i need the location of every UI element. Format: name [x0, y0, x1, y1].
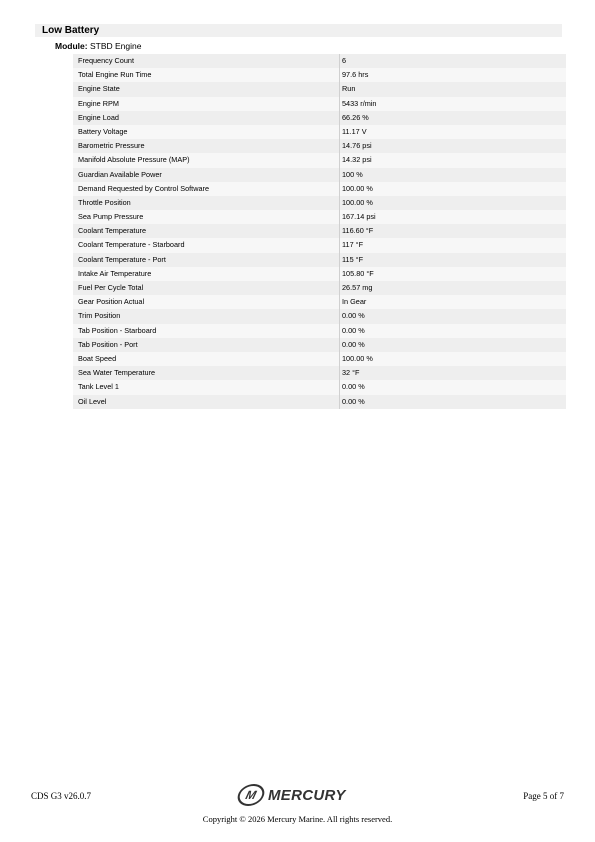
table-row [73, 267, 566, 281]
column-divider [339, 111, 340, 125]
parameter-value: 105.80 °F [342, 268, 374, 278]
table-row [73, 338, 566, 352]
parameter-value: 100.00 % [342, 183, 373, 193]
column-divider [339, 210, 340, 224]
parameter-label: Coolant Temperature - Starboard [78, 240, 185, 250]
column-divider [339, 54, 340, 68]
logo-wordmark: MERCURY [268, 786, 346, 804]
parameter-label: Coolant Temperature [78, 226, 147, 236]
parameter-value: 116.60 °F [342, 226, 374, 236]
column-divider [339, 295, 340, 309]
table-row [73, 224, 566, 238]
table-row [73, 281, 566, 295]
table-row [73, 125, 566, 139]
parameter-label: Barometric Pressure [78, 141, 145, 151]
column-divider [339, 352, 340, 366]
parameter-label: Sea Water Temperature [78, 368, 156, 378]
parameter-label: Throttle Position [78, 197, 131, 207]
parameter-label: Trim Position [78, 311, 121, 321]
column-divider [339, 366, 340, 380]
copyright-notice: Copyright © 2026 Mercury Marine. All rights reserved. [202, 814, 393, 824]
column-divider [339, 153, 340, 167]
column-divider [339, 139, 340, 153]
parameter-label: Fuel Per Cycle Total [78, 283, 144, 292]
table-row [73, 82, 566, 96]
table-row [73, 168, 566, 182]
column-divider [339, 395, 340, 409]
parameter-label: Total Engine Run Time [78, 70, 152, 80]
parameter-value: 167.14 psi [342, 212, 376, 222]
table-row [73, 395, 566, 409]
parameter-label: Tab Position - Port [78, 339, 138, 349]
mercury-logo [238, 783, 346, 807]
parameter-value: 14.76 psi [342, 141, 372, 151]
module-line [55, 41, 141, 52]
table-row [73, 54, 566, 68]
column-divider [339, 168, 340, 182]
parameter-label: Sea Pump Pressure [78, 212, 144, 222]
table-row [73, 295, 566, 309]
table-row [73, 182, 566, 196]
module-value: STBD Engine [89, 41, 142, 51]
column-divider [339, 224, 340, 238]
column-divider [339, 125, 340, 139]
parameter-label: Boat Speed [78, 353, 117, 363]
column-divider [339, 253, 340, 267]
table-row [73, 238, 566, 252]
parameter-value: 0.00 % [342, 382, 365, 392]
parameter-label: Engine Load [78, 112, 119, 122]
table-row [73, 309, 566, 323]
table-row [73, 366, 566, 380]
section-header-bar [35, 24, 562, 37]
parameter-value: 0.00 % [342, 339, 365, 349]
parameter-label: Oil Level [78, 396, 107, 406]
parameter-value: 115 °F [342, 254, 364, 264]
parameter-label: Guardian Available Power [78, 169, 162, 179]
parameter-value: 117 °F [342, 240, 364, 250]
column-divider [339, 324, 340, 338]
parameter-value: 14.32 psi [342, 155, 372, 165]
parameter-value: 100.00 % [342, 353, 373, 363]
module-label: Module: [55, 41, 88, 51]
column-divider [339, 281, 340, 295]
parameter-value: In Gear [342, 297, 367, 307]
column-divider [339, 196, 340, 210]
software-version: CDS G3 v26.0.7 [31, 791, 92, 801]
parameter-label: Battery Voltage [78, 126, 128, 136]
table-row [73, 68, 566, 82]
parameter-value: 100 % [342, 169, 363, 179]
page-number: Page 5 of 7 [523, 791, 564, 801]
parameter-value: 6 [342, 56, 347, 65]
column-divider [339, 338, 340, 352]
parameter-label: Engine RPM [78, 98, 119, 108]
column-divider [339, 97, 340, 111]
parameter-value: 0.00 % [342, 396, 365, 406]
table-row [73, 324, 566, 338]
column-divider [339, 309, 340, 323]
parameter-value: 26.57 mg [342, 283, 373, 292]
table-row [73, 253, 566, 267]
table-row [73, 139, 566, 153]
table-row [73, 196, 566, 210]
parameter-value: 100.00 % [342, 197, 373, 207]
mercury-logo-icon [235, 784, 267, 806]
parameter-value: 0.00 % [342, 325, 365, 335]
parameter-label: Gear Position Actual [78, 297, 145, 307]
column-divider [339, 82, 340, 96]
table-row [73, 153, 566, 167]
parameter-value: 32 °F [342, 368, 360, 378]
parameter-value: 0.00 % [342, 311, 365, 321]
column-divider [339, 68, 340, 82]
table-row [73, 210, 566, 224]
parameter-label: Tab Position - Starboard [78, 325, 157, 335]
parameter-label: Manifold Absolute Pressure (MAP) [78, 155, 190, 165]
parameter-table [73, 54, 566, 409]
parameter-label: Demand Requested by Control Software [78, 183, 210, 193]
table-row [73, 111, 566, 125]
table-row [73, 352, 566, 366]
parameter-value: 66.26 % [342, 112, 369, 122]
table-row [73, 380, 566, 394]
column-divider [339, 182, 340, 196]
parameter-label: Coolant Temperature - Port [78, 254, 166, 264]
parameter-label: Frequency Count [78, 56, 134, 65]
column-divider [339, 380, 340, 394]
parameter-value: 11.17 V [342, 126, 367, 136]
parameter-label: Engine State [78, 84, 120, 94]
parameter-value: Run [342, 84, 356, 94]
logo-mark-letter: M [244, 788, 258, 802]
parameter-value: 97.6 hrs [342, 70, 369, 80]
column-divider [339, 238, 340, 252]
parameter-label: Tank Level 1 [78, 382, 119, 392]
column-divider [339, 267, 340, 281]
parameter-label: Intake Air Temperature [78, 268, 152, 278]
parameter-value: 5433 r/min [342, 98, 377, 108]
table-row [73, 97, 566, 111]
section-title: Low Battery [42, 25, 100, 36]
